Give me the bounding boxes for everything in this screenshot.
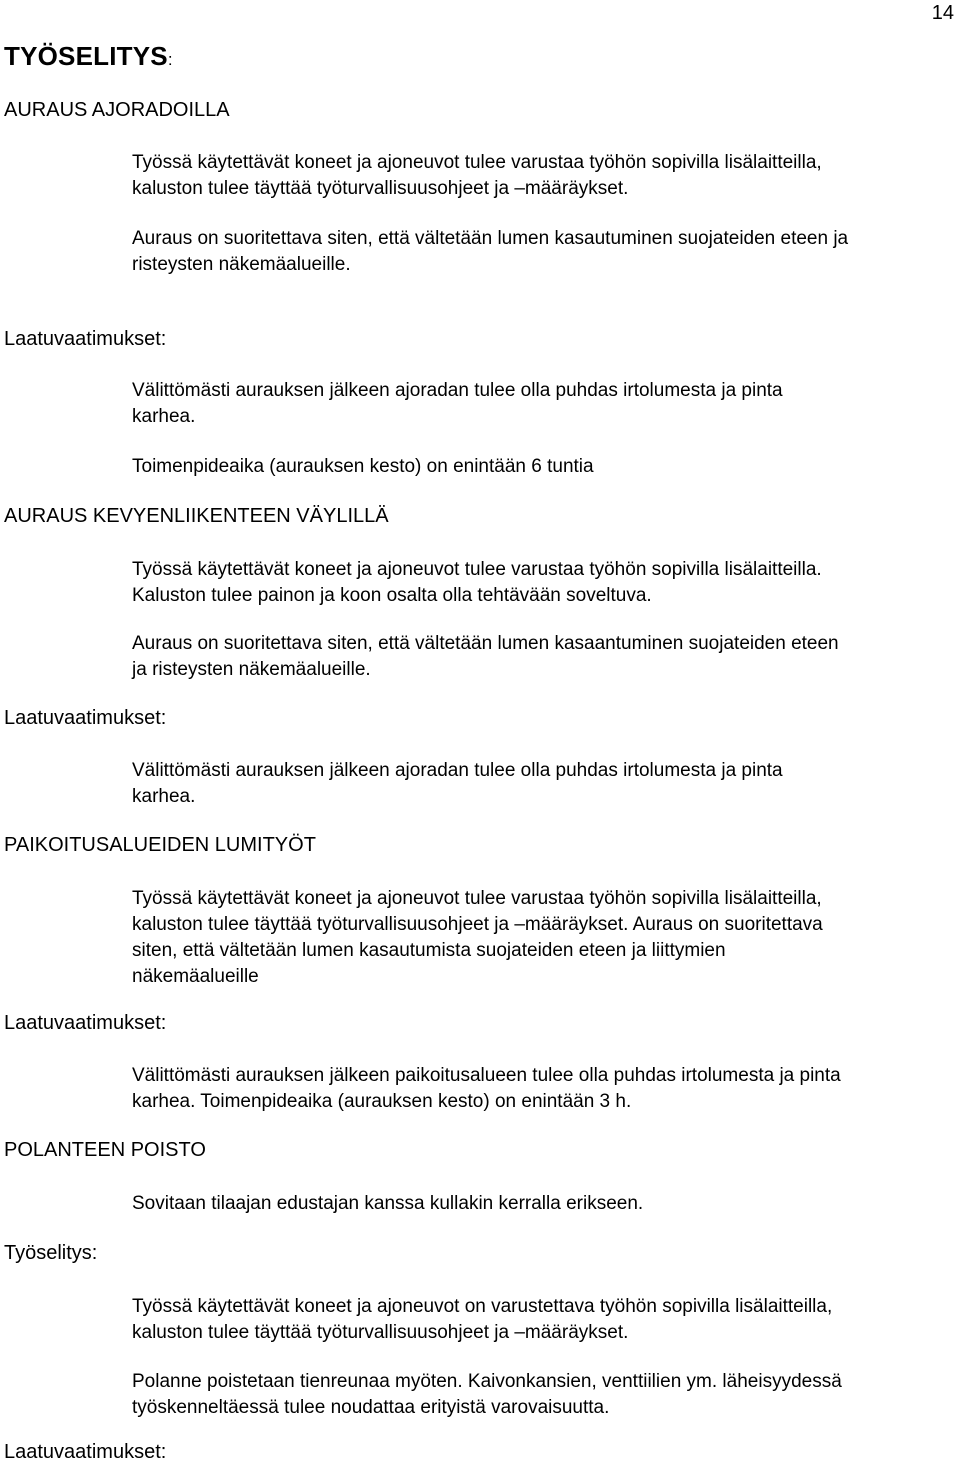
s1-paragraph-3 (132, 378, 783, 430)
page-title-text: TYÖSELITYS (4, 41, 168, 71)
s1-p3-line2: karhea. (132, 406, 196, 427)
s2-label-laatuvaatimukset (4, 707, 166, 730)
s4-label-laatuvaatimukset: Laatuvaatimukset: (4, 1441, 167, 1463)
s2-paragraph-2 (132, 631, 839, 683)
s3-p1-line3: siten, että vältetään lumen kasautumista suojateiden eteen ja liittymien (132, 940, 726, 961)
s4-label-tyoselitys: Työselitys: (4, 1242, 98, 1264)
s2-p3-line2: karhea. (132, 786, 196, 807)
s1-p2-line2: risteysten näkemäalueille. (132, 254, 351, 275)
s1-paragraph-4: Toimenpideaika (aurauksen kesto) on enintään 6 tuntia (132, 456, 594, 477)
s2-paragraph-1 (132, 557, 822, 609)
s2-p1-line1: Työssä käytettävät koneet ja ajoneuvot tulee varustaa työhön sopivilla lisälaitteilla. (132, 559, 822, 580)
s3-p1-line4: näkemäalueille (132, 966, 259, 987)
s2-p2-line2: ja risteysten näkemäalueille. (132, 659, 371, 680)
s4-p3-line2: työskenneltäessä tulee noudattaa erityistä varovaisuutta. (132, 1397, 610, 1418)
section-heading-auraus-ajoradoilla: AURAUS AJORADOILLA (4, 99, 230, 121)
s3-p1-line1: Työssä käytettävät koneet ja ajoneuvot tulee varustaa työhön sopivilla lisälaitteilla, (132, 888, 822, 909)
s1-p3-line1: Välittömästi aurauksen jälkeen ajoradan tulee olla puhdas irtolumesta ja pinta (132, 380, 783, 401)
s2-label-colon: : (160, 707, 167, 729)
page-title-colon: : (167, 50, 173, 69)
page-number: 14 (931, 2, 954, 24)
s3-paragraph-2 (132, 1063, 841, 1115)
s4-p2-line2: kaluston tulee täyttää työturvallisuusohjeet ja –määräykset. (132, 1322, 629, 1343)
s1-label-laatuvaatimukset (4, 328, 166, 351)
s1-p1-line1: Työssä käytettävät koneet ja ajoneuvot tulee varustaa työhön sopivilla lisälaitteilla, (132, 152, 822, 173)
s1-p1-line2: kaluston tulee täyttää työturvallisuusohjeet ja –määräykset. (132, 178, 629, 199)
s3-paragraph-1 (132, 886, 823, 990)
s4-p3-line1: Polanne poistetaan tienreunaa myöten. Kaivonkansien, venttiilien ym. läheisyydessä (132, 1371, 842, 1392)
s4-paragraph-3 (132, 1369, 842, 1421)
s4-paragraph-1: Sovitaan tilaajan edustajan kanssa kullakin kerralla erikseen. (132, 1193, 644, 1214)
section-heading-paikoitusalueiden-lumityot: PAIKOITUSALUEIDEN LUMITYÖT (4, 834, 316, 856)
s3-p1-line2: kaluston tulee täyttää työturvallisuusohjeet ja –määräykset. Auraus on suoritettava (132, 914, 823, 935)
section-heading-polanteen-poisto: POLANTEEN POISTO (4, 1139, 206, 1161)
s2-label-text: Laatuvaatimukset (4, 707, 161, 729)
s2-p1-line2: Kaluston tulee painon ja koon osalta olla tehtävään soveltuva. (132, 585, 652, 606)
s1-p2-line1: Auraus on suoritettava siten, että vältetään lumen kasautuminen suojateiden eteen ja (132, 228, 849, 249)
s3-label-laatuvaatimukset: Laatuvaatimukset: (4, 1012, 167, 1034)
s1-paragraph-1 (132, 150, 822, 202)
s1-label-text: Laatuvaatimukset (4, 328, 161, 350)
s1-paragraph-2 (132, 226, 848, 278)
s3-p2-line1: Välittömästi aurauksen jälkeen paikoitusalueen tulee olla puhdas irtolumesta ja pinta (132, 1065, 841, 1086)
s2-paragraph-3 (132, 758, 783, 810)
s4-p2-line1: Työssä käytettävät koneet ja ajoneuvot on varustettava työhön sopivilla lisälaitteilla, (132, 1296, 833, 1317)
s3-p2-line2: karhea. Toimenpideaika (aurauksen kesto) on enintään 3 h. (132, 1091, 632, 1112)
section-heading-kevyenliikenteen-vaylilla: AURAUS KEVYENLIIKENTEEN VÄYLILLÄ (4, 505, 389, 527)
s1-label-colon: : (160, 328, 167, 350)
s2-p3-line1: Välittömästi aurauksen jälkeen ajoradan tulee olla puhdas irtolumesta ja pinta (132, 760, 783, 781)
page-title (4, 41, 173, 72)
s4-paragraph-2 (132, 1294, 832, 1346)
s2-p2-line1: Auraus on suoritettava siten, että vältetään lumen kasaantuminen suojateiden eteen (132, 633, 839, 654)
